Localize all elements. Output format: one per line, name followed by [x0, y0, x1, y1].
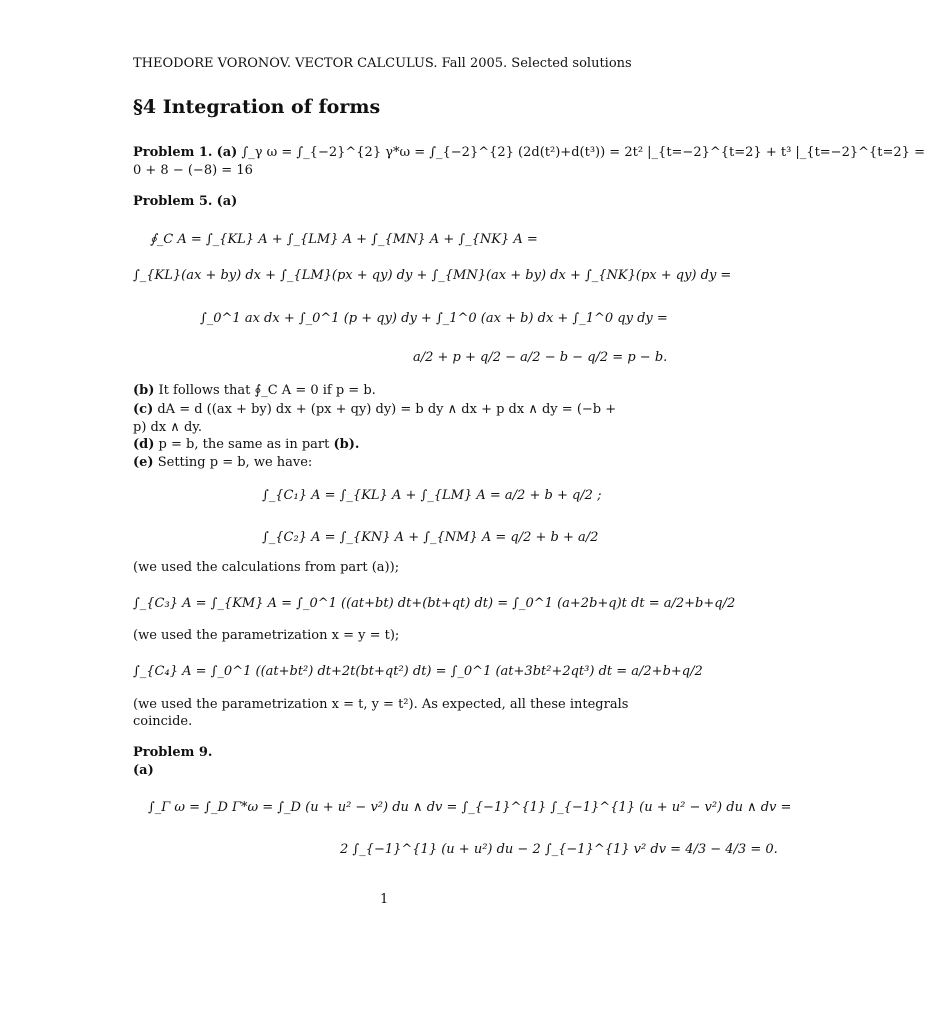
note-parametrization-2-cont: coincide.	[133, 714, 193, 729]
part-e-label: (e)	[133, 455, 154, 470]
problem-5-part-a: (a)	[216, 194, 238, 209]
problem-1-label: Problem 1.	[133, 145, 213, 160]
note-parametrization-2: (we used the parametrization x = t, y = t²). As expected, all these integrals	[133, 697, 629, 712]
section-title: §4 Integration of forms	[133, 96, 381, 118]
problem-5-eq-line-3: ∫_0^1 ax dx + ∫_0^1 (p + qy) dy + ∫_1^0 (ax + b) dx + ∫_1^0 qy dy =	[200, 311, 668, 326]
problem-1-part-a: (a)	[216, 145, 238, 160]
part-d-reference: (b).	[333, 437, 360, 452]
problem-5-part-b	[133, 383, 376, 399]
problem-9-eq-line-1: ∫_Γ ω = ∫_D Γ*ω = ∫_D (u + u² − v²) du ∧ dv = ∫_{−1}^{1} ∫_{−1}^{1} (u + u² − v²) du ∧ dv =	[148, 800, 792, 815]
part-d-text: p = b, the same as in part	[158, 437, 330, 452]
note-parametrization-1: (we used the parametrization x = y = t);	[133, 628, 400, 643]
problem-9-part-a: (a)	[133, 763, 154, 778]
problem-5-eq-line-4: a/2 + p + q/2 − a/2 − b − q/2 = p − b.	[413, 350, 668, 365]
problem-9-eq-line-2: 2 ∫_{−1}^{1} (u + u²) du − 2 ∫_{−1}^{1} v² dv = 4/3 − 4/3 = 0.	[340, 842, 778, 857]
problem-5-heading	[133, 194, 237, 210]
part-b-label: (b)	[133, 383, 155, 398]
problem-5-part-e	[133, 455, 312, 471]
part-c-text: dA = d ((ax + by) dx + (px + qy) dy) = b dy ∧ dx + p dx ∧ dy = (−b +	[157, 402, 617, 417]
problem-5-eq-line-2: ∫_{KL}(ax + by) dx + ∫_{LM}(px + qy) dy + ∫_{MN}(ax + by) dx + ∫_{NK}(px + qy) dy =	[133, 268, 732, 283]
part-e-eq-c3: ∫_{C₃} A = ∫_{KM} A = ∫_0^1 ((at+bt) dt+(bt+qt) dt) = ∫_0^1 (a+2b+q)t dt = a/2+b+q/2	[133, 596, 736, 611]
part-d-label: (d)	[133, 437, 155, 452]
problem-5-part-d	[133, 437, 359, 453]
page-number: 1	[380, 892, 389, 907]
problem-9-label: Problem 9.	[133, 745, 213, 760]
part-e-text: Setting p = b, we have:	[157, 455, 313, 470]
note-calculations: (we used the calculations from part (a));	[133, 560, 400, 575]
part-b-text: It follows that ∮_C A = 0 if p = b.	[158, 383, 376, 398]
problem-5-part-c	[133, 402, 616, 418]
part-e-eq-c2: ∫_{C₂} A = ∫_{KN} A + ∫_{NM} A = q/2 + b + a/2	[262, 530, 599, 545]
problem-5-eq-line-1: ∮_C A = ∫_{KL} A + ∫_{LM} A + ∫_{MN} A + ∫_{NK} A =	[150, 232, 538, 247]
part-e-eq-c4: ∫_{C₄} A = ∫_0^1 ((at+bt²) dt+2t(bt+qt²) dt) = ∫_0^1 (at+3bt²+2qt³) dt = a/2+b+q/2	[133, 664, 703, 679]
problem-1-equation: ∫_γ ω = ∫_{−2}^{2} γ*ω = ∫_{−2}^{2} (2d(t²)+d(t³)) = 2t² |_{t=−2}^{t=2} + t³ |_{t=−2}^{t=2} =	[241, 145, 925, 160]
problem-1	[133, 145, 925, 161]
problem-1-result: 0 + 8 − (−8) = 16	[133, 163, 253, 178]
problem-5-label: Problem 5.	[133, 194, 213, 209]
part-e-eq-c1: ∫_{C₁} A = ∫_{KL} A + ∫_{LM} A = a/2 + b + q/2 ;	[262, 488, 602, 503]
problem-5-part-c-cont: p) dx ∧ dy.	[133, 420, 203, 435]
running-header: THEODORE VORONOV. VECTOR CALCULUS. Fall 2005. Selected solutions	[133, 56, 632, 71]
part-c-label: (c)	[133, 402, 154, 417]
